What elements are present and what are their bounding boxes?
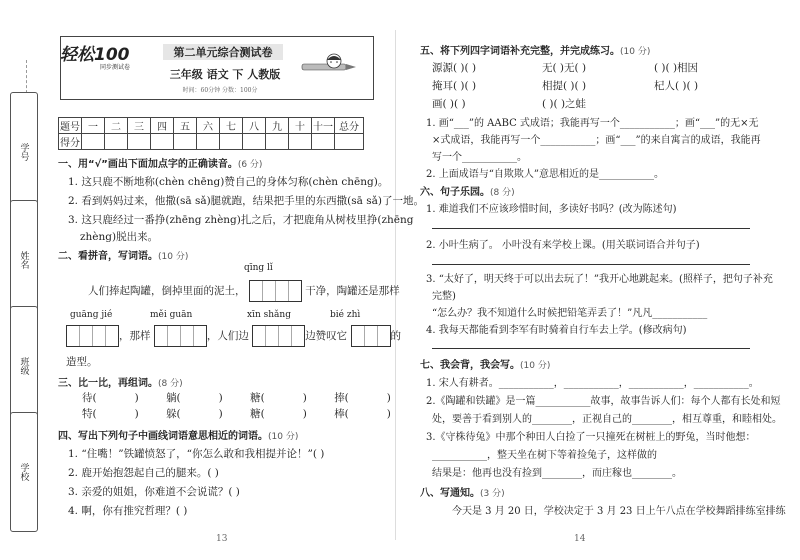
idiom-item: 相提( )( )	[542, 80, 587, 92]
score-header-cell: 五	[174, 118, 197, 134]
question-text: 3. 这只鹿经过一番挣(zhēng zhèng)扎之后，才把鹿角从树枝里挣(zhēng	[68, 214, 414, 226]
section-7-title: 七、我会背，我会写。(10 分)	[420, 360, 551, 371]
question-text: 4. 啊，你有推究哲理？( )	[68, 505, 188, 517]
score-header-cell: 四	[151, 118, 174, 134]
score-cell[interactable]	[335, 134, 364, 150]
question-text: 完整)	[432, 291, 456, 302]
score-cell[interactable]	[220, 134, 243, 150]
score-cell[interactable]	[243, 134, 266, 150]
score-cell[interactable]	[151, 134, 174, 150]
page-title: 第二单元综合测试卷	[163, 44, 283, 60]
section-6-title: 六、句子乐园。(8 分)	[420, 187, 515, 198]
score-header-cell: 三	[128, 118, 151, 134]
score-cell[interactable]	[289, 134, 312, 150]
char-grid[interactable]	[351, 325, 391, 347]
score-header-cell: 八	[243, 118, 266, 134]
score-cell[interactable]	[266, 134, 289, 150]
question-text: 2. 看到妈妈过来，他撒(sā sǎ)腿就跑，结果把手里的东西撒(sā sǎ)了一地。	[68, 195, 425, 207]
compare-row: 特( ) 躲( ) 糖( ) 棒( )	[82, 408, 391, 420]
question-text: 写一个___________。	[432, 152, 527, 163]
compare-row: 待( ) 躺( ) 糖( ) 捧( )	[82, 392, 391, 404]
question-text: 3. “太好了，明天终于可以出去玩了！”我开心地跳起来。(照样子，把句子补充	[426, 274, 773, 285]
question-text: 3.《守株待兔》中那个种田人白捡了一只撞死在树桩上的野兔，当时他想：	[426, 432, 756, 443]
score-header-cell: 总分	[335, 118, 364, 134]
score-cell[interactable]	[197, 134, 220, 150]
question-text: 4. 我每天都能看到李军有时骑着自行车去上学。(修改病句)	[426, 325, 687, 336]
field-class[interactable]: 班级	[10, 306, 38, 426]
section-2-title: 二、看拼音，写词语。(10 分)	[58, 251, 189, 262]
score-cell[interactable]	[174, 134, 197, 150]
idiom-item: 画( )( )	[432, 98, 466, 110]
pinyin-label: qīng lǐ	[244, 263, 273, 273]
page-number: 13	[216, 534, 228, 544]
score-header-cell: 十一	[312, 118, 335, 134]
score-header-cell: 一	[82, 118, 105, 134]
pinyin-label: guāng jié	[70, 310, 113, 320]
pencil-boy-icon	[300, 52, 362, 78]
score-row-label: 得分	[59, 134, 82, 150]
question-text: 1. 画“___”的 AABC 式成语；我能再写一个___________；画“___”的无×无	[426, 118, 759, 129]
score-cell[interactable]	[312, 134, 335, 150]
score-header-cell: 二	[105, 118, 128, 134]
score-header-cell: 六	[197, 118, 220, 134]
question-text: “怎么办？我不知道什么时候把铅笔弄丢了！”凡凡___________	[432, 308, 708, 319]
binding-strip	[0, 0, 52, 560]
question-text: 1. 宋人有耕者。___________，___________，___________，___________。	[426, 378, 759, 389]
question-text: 处，要善于看到别人的________，正视自己的________，相互尊重，和睦相处。	[432, 414, 782, 425]
field-student-id[interactable]: 学号	[10, 92, 38, 212]
char-grid[interactable]	[249, 280, 302, 302]
answer-line[interactable]	[432, 254, 750, 265]
section-1-title: 一、用“√”画出下面加点字的正确读音。(6 分)	[58, 159, 263, 170]
field-name[interactable]: 姓名	[10, 200, 38, 320]
question-text: 2.《陶罐和铁罐》是一篇___________故事，故事告诉人们：每个人都有长处和短	[426, 396, 781, 407]
question-text: ×式成语，我能再写一个___________；画“___”的来自寓言的成语，我能再	[432, 135, 761, 146]
score-header-cell: 十	[289, 118, 312, 134]
score-cell[interactable]	[82, 134, 105, 150]
idiom-item: 杞人( )( )	[654, 80, 699, 92]
idiom-item: 掩耳( )( )	[432, 80, 477, 92]
fill-line: ，那样 ，人们边 边赞叹它 的	[66, 325, 401, 347]
score-cell[interactable]	[128, 134, 151, 150]
idiom-item: 无( )无( )	[542, 62, 587, 74]
idiom-item: ( )( )之蛙	[542, 98, 587, 110]
brand-logo: 轻松100 同步测试卷	[60, 45, 131, 71]
question-text: 3. 亲爱的姐姐，你难道不会说谎？( )	[68, 486, 240, 498]
score-header-cell: 七	[220, 118, 243, 134]
section-8-title: 八、写通知。(3 分)	[420, 488, 505, 499]
fill-line: 人们捧起陶罐，倒掉里面的泥土， 干净，陶罐还是那样	[88, 280, 400, 302]
idiom-item: ( )( )相因	[654, 62, 699, 74]
field-school[interactable]: 学校	[10, 412, 38, 532]
score-cell[interactable]	[105, 134, 128, 150]
pinyin-label: xīn shǎng	[247, 310, 291, 320]
page-subtitle: 三年级 语文 下 人教版	[169, 68, 281, 81]
question-text: 2. 鹿开始抱怨起自己的腿来。( )	[68, 467, 219, 479]
question-text: 2. 上面成语与“自欺欺人”意思相近的是___________。	[426, 169, 664, 180]
section-4-title: 四、写出下列句子中画线词语意思相近的词语。(10 分)	[58, 431, 299, 442]
char-grid[interactable]	[252, 325, 305, 347]
question-text: 1. 难道我们不应该珍惜时间，多读好书吗？(改为陈述句)	[426, 204, 677, 215]
section-5-title: 五、将下列四字词语补充完整，并完成练习。(10 分)	[420, 46, 651, 57]
pinyin-label: bié zhì	[330, 310, 361, 320]
char-grid[interactable]	[154, 325, 207, 347]
char-grid[interactable]	[66, 325, 119, 347]
section-3-title: 三、比一比，再组词。(8 分)	[58, 378, 183, 389]
score-table	[58, 117, 364, 150]
idiom-item: 源源( )( )	[432, 62, 477, 74]
question-text: 造型。	[66, 356, 98, 368]
pinyin-label: měi guān	[150, 310, 193, 320]
score-header-cell: 九	[266, 118, 289, 134]
question-text: ___________，整天坐在树下等着捡兔子，这样做的	[432, 450, 657, 461]
notice-text: 今天是 3 月 20 日，学校决定于 3 月 23 日上午八点在学校舞蹈排练室排练	[452, 506, 786, 517]
question-text: 结果是：他再也没有捡到________，而庄稼也________。	[432, 468, 682, 479]
question-text: 1. 这只鹿不断地称(chèn chēng)赞自己的身体匀称(chèn chēng)。	[68, 176, 389, 188]
answer-line[interactable]	[432, 218, 750, 229]
question-text: 2. 小叶生病了。 小叶没有来学校上课。(用关联词语合并句子)	[426, 240, 700, 251]
exam-meta: 时间：60分钟 分数：100分	[182, 87, 258, 94]
answer-line[interactable]	[432, 338, 750, 349]
question-text: 1. “住嘴！”铁罐愤怒了，“你怎么敢和我相提并论！”( )	[68, 448, 325, 460]
score-header-cell: 题号	[59, 118, 82, 134]
question-text: zhèng)脱出来。	[80, 231, 159, 243]
page-number: 14	[574, 534, 586, 544]
